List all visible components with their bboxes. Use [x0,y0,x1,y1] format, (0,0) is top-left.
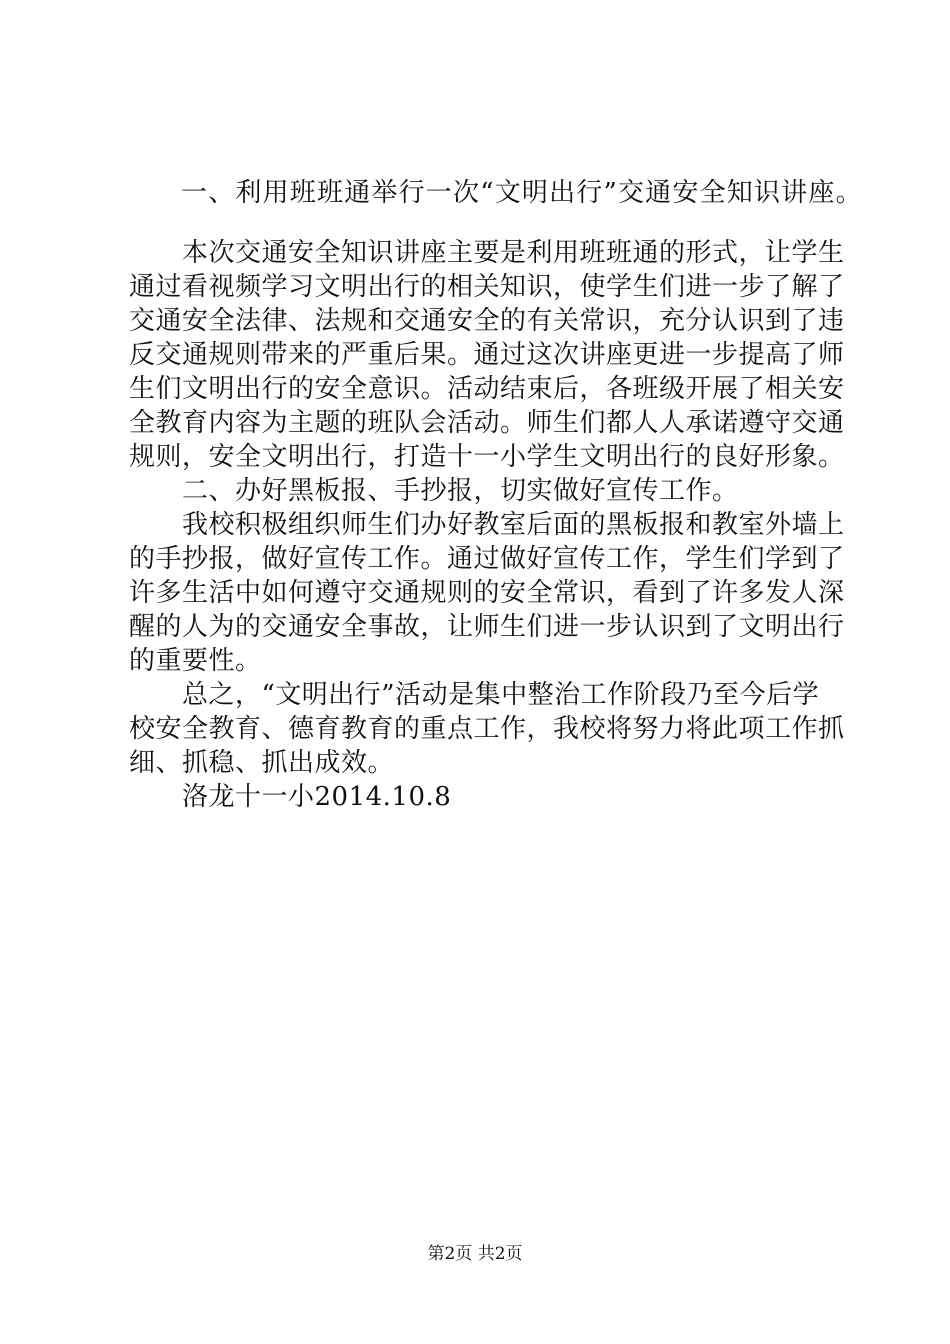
paragraph-3-line: 细、抓稳、抓出成效。 [129,748,395,778]
paragraph-1-line: 生们文明出行的安全意识。活动结束后，各班级开展了相关安 [129,374,845,404]
paragraph-3-line: 校安全教育、德育教育的重点工作，我校将努力将此项工作抓 [129,714,845,744]
paragraph-1-line: 全教育内容为主题的班队会活动。师生们都人人承诺遵守交通 [129,408,845,438]
section-heading-1: 一、利用班班通举行一次“文明出行”交通安全知识讲座。 [181,178,863,208]
section-heading-2: 二、办好黑板报、手抄报，切实做好宣传工作。 [182,476,739,506]
paragraph-2-line: 的重要性。 [129,646,262,676]
paragraph-1-line: 反交通规则带来的严重后果。通过这次讲座更进一步提高了师 [129,340,845,370]
signature-line: 洛龙十一小2014.10.8 [182,782,452,812]
paragraph-2-line: 许多生活中如何遵守交通规则的安全常识，看到了许多发人深 [129,578,845,608]
page-number-footer: 第2页 共2页 [427,1244,523,1264]
paragraph-2-line: 的手抄报，做好宣传工作。通过做好宣传工作，学生们学到了 [129,544,845,574]
paragraph-2-line: 醒的人为的交通安全事故，让师生们进一步认识到了文明出行 [129,612,845,642]
paragraph-1-line: 交通安全法律、法规和交通安全的有关常识，充分认识到了违 [129,306,845,336]
paragraph-3-line: 总之，“文明出行”活动是集中整治工作阶段乃至今后学 [182,680,820,710]
paragraph-1-line: 本次交通安全知识讲座主要是利用班班通的形式，让学生 [182,238,845,268]
paragraph-2-line: 我校积极组织师生们办好教室后面的黑板报和教室外墙上 [182,510,845,540]
paragraph-1-line: 规则，安全文明出行，打造十一小学生文明出行的良好形象。 [129,442,845,472]
paragraph-1-line: 通过看视频学习文明出行的相关知识，使学生们进一步了解了 [129,272,845,302]
